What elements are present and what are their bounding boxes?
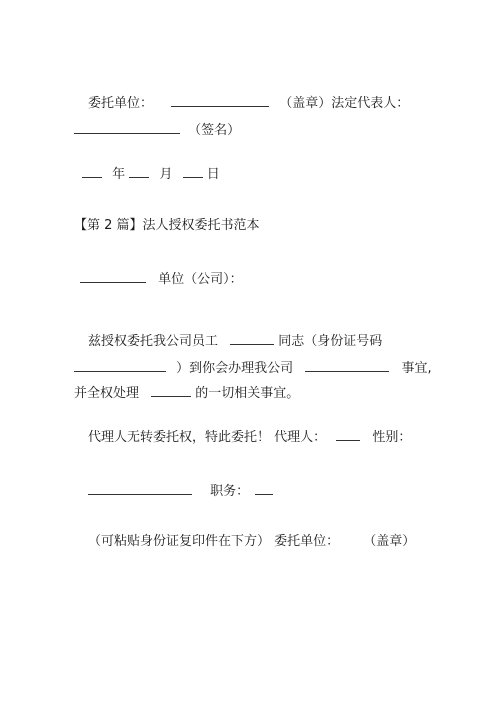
agent-name-blank: [336, 428, 360, 441]
signature-label: （签名）: [188, 123, 241, 138]
authorization-line-1: [88, 332, 382, 350]
matter-label: 事宜,: [401, 361, 432, 376]
day-label: 日: [206, 167, 220, 182]
handling-blank: [151, 384, 191, 397]
agent-line: [88, 428, 411, 446]
month-label: 月: [159, 167, 173, 182]
authorization-text-4: 的一切相关事宜。: [195, 386, 300, 401]
unit-company-line: [80, 270, 243, 288]
delegating-unit-label: 委托单位：: [88, 96, 154, 111]
section-heading: [74, 218, 260, 234]
position-prefix-blank: [88, 482, 192, 495]
delegating-unit-blank: [171, 94, 269, 107]
day-blank: [183, 165, 203, 178]
signature-line: [74, 121, 240, 139]
seal-legal-rep-label: （盖章）法定代表人：: [279, 96, 410, 111]
authorization-text-3: 并全权处理: [74, 386, 140, 401]
position-line: [88, 482, 273, 500]
seal-label: （盖章）: [363, 534, 416, 549]
id-number-label: 同志（身份证号码: [278, 334, 383, 349]
authorization-text-1: 兹授权委托我公司员工: [88, 334, 219, 349]
unit-company-label: 单位（公司）：: [158, 272, 243, 287]
position-label: 职务：: [210, 484, 250, 499]
date-line: [82, 165, 220, 183]
matter-blank: [305, 359, 389, 372]
gender-label: 性别：: [372, 430, 412, 445]
section-heading-text: 【第 2 篇】法人授权委托书范本: [74, 218, 260, 233]
year-label: 年: [112, 167, 126, 182]
employee-name-blank: [230, 332, 274, 345]
delegating-unit-line: [88, 94, 409, 112]
signature-blank: [74, 121, 180, 134]
year-blank: [82, 165, 102, 178]
id-number-blank: [74, 359, 166, 372]
authorization-text-2: ）到你会办理我公司: [176, 361, 294, 376]
month-blank: [129, 165, 149, 178]
unit-company-blank: [80, 270, 146, 283]
attachment-line: [88, 534, 415, 550]
position-blank: [255, 482, 273, 495]
attachment-text: （可粘贴身份证复印件在下方） 委托单位：: [88, 534, 340, 549]
authorization-line-2: [74, 359, 432, 377]
agent-text: 代理人无转委托权，特此委托！ 代理人：: [88, 430, 327, 445]
authorization-line-3: [74, 384, 299, 402]
